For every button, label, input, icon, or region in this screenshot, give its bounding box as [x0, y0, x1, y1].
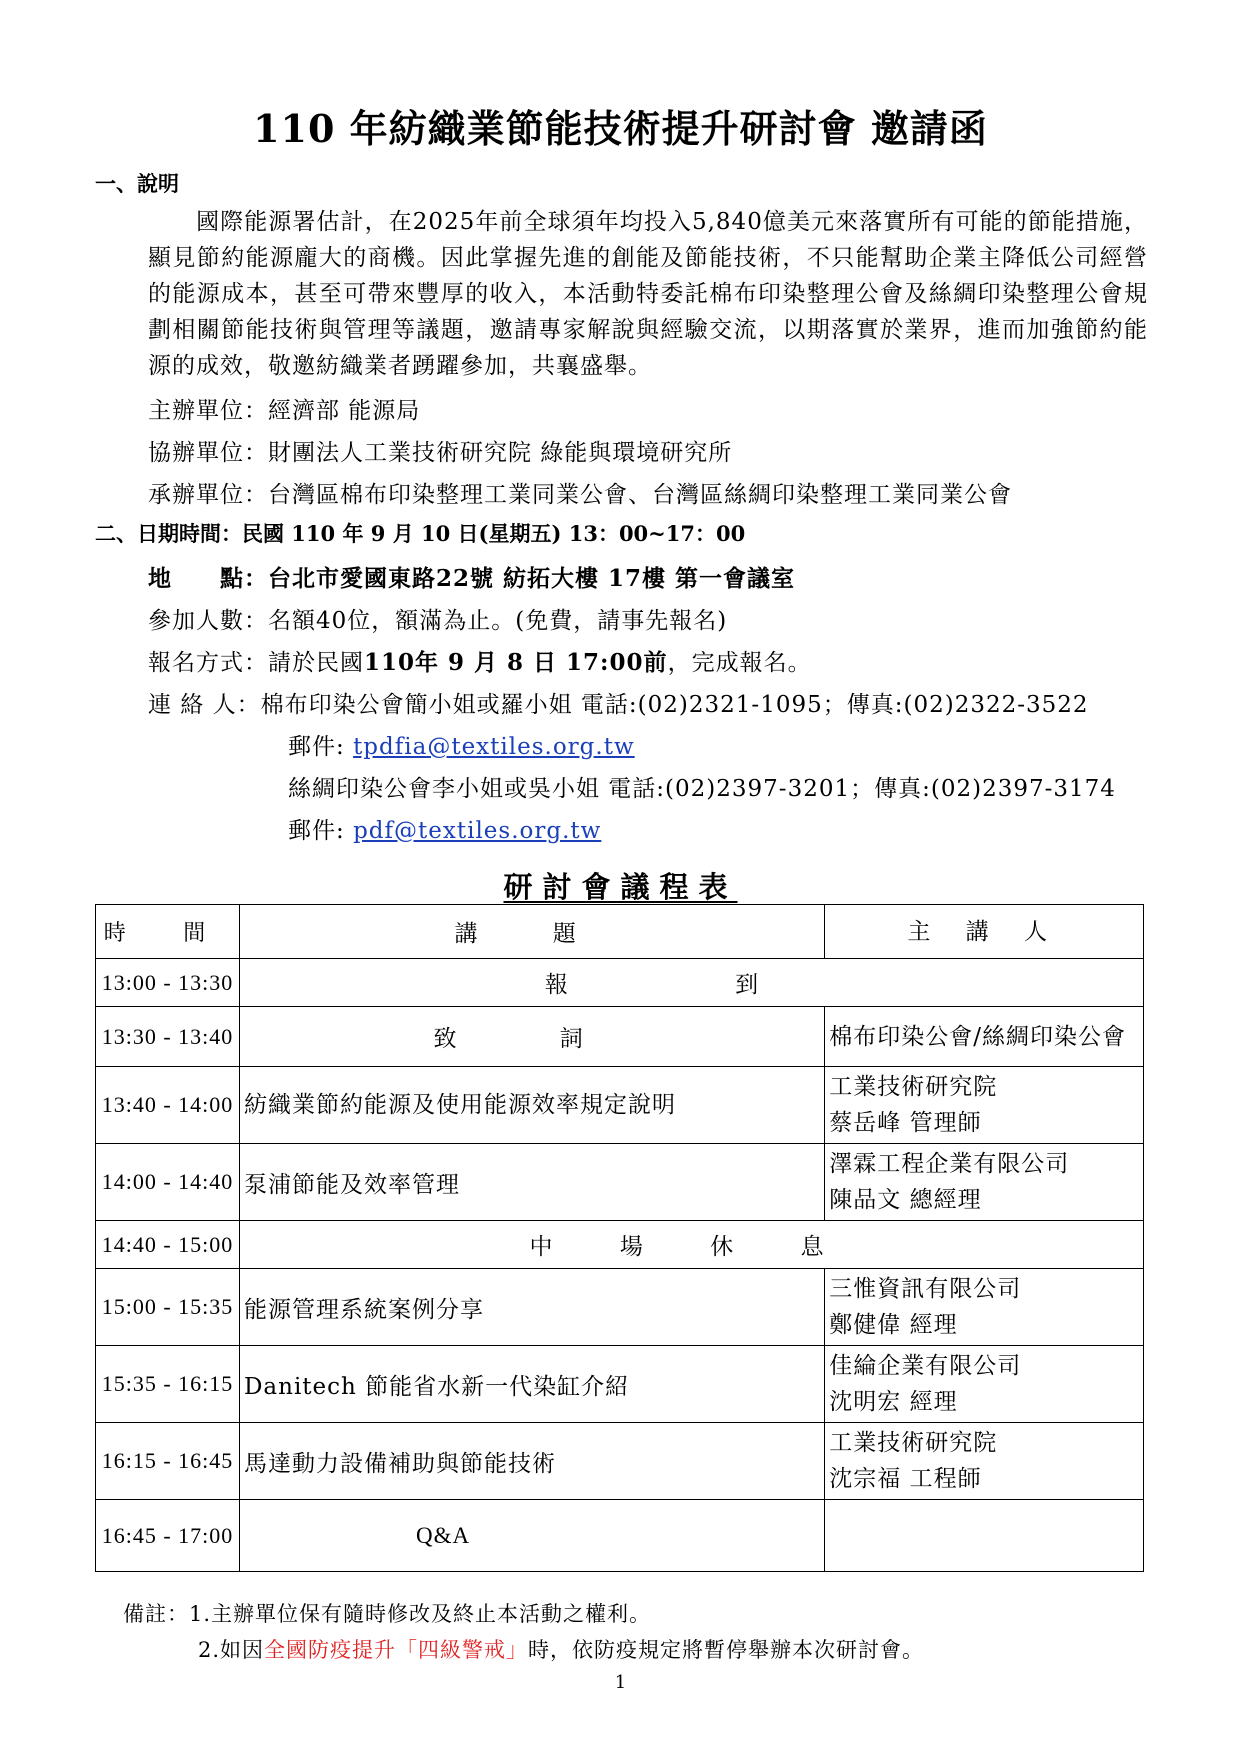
description-paragraph [148, 204, 1148, 384]
row-time: 16:45 - 17:00 [96, 1500, 240, 1572]
note-line-1 [123, 1598, 651, 1628]
row-topic: 報 到 [239, 959, 1143, 1007]
email-label-1: 郵件: [288, 734, 354, 760]
email-line-1 [288, 728, 635, 761]
row-time: 15:35 - 16:15 [96, 1346, 240, 1423]
row-topic: 致 詞 [239, 1007, 824, 1067]
row-speaker-empty [825, 1500, 1144, 1572]
organizer-line: 主辦單位：經濟部 能源局 [148, 398, 421, 424]
schedule-title: 研討會議程表 [503, 870, 738, 904]
email-link-2[interactable]: pdf@textiles.org.tw [353, 818, 602, 844]
location-label: 地 點： [148, 565, 268, 592]
row-time: 14:00 - 14:40 [96, 1144, 240, 1221]
speaker-org: 澤霖工程企業有限公司 [829, 1151, 1070, 1177]
row-speaker [825, 1067, 1144, 1144]
speaker-org: 工業技術研究院 [829, 1074, 998, 1100]
row-speaker [825, 1144, 1144, 1221]
contact-label: 連 絡 人： [148, 692, 261, 718]
document-title: 110 年紡織業節能技術提升研討會 邀請函 [253, 106, 988, 151]
header-topic: 講 題 [239, 905, 824, 959]
table-row [96, 1221, 1144, 1269]
row-topic: 馬達動力設備補助與節能技術 [239, 1423, 824, 1500]
table-header-row [96, 905, 1144, 959]
row-time: 13:40 - 14:00 [96, 1067, 240, 1144]
co-organizer-line: 協辦單位：財團法人工業技術研究院 綠能與環境研究所 [148, 440, 733, 466]
row-speaker: 棉布印染公會/絲綢印染公會 [825, 1007, 1144, 1067]
table-row [96, 1423, 1144, 1500]
speaker-person: 鄭健偉 經理 [829, 1312, 958, 1338]
attendees-line: 參加人數：名額40位，額滿為止。(免費，請事先報名) [148, 608, 728, 634]
section-1-heading: 一、說明 [95, 171, 179, 196]
email-label-2: 郵件: [288, 818, 354, 844]
row-topic: 紡織業節約能源及使用能源效率規定說明 [239, 1067, 824, 1144]
speaker-org: 工業技術研究院 [829, 1430, 998, 1456]
registration-label: 報名方式：請於民國 [148, 650, 364, 676]
contact-1: 棉布印染公會簡小姐或羅小姐 電話:(02)2321-1095；傳真:(02)2322-3522 [260, 692, 1089, 718]
email-link-1[interactable]: tpdfia@textiles.org.tw [353, 734, 635, 760]
speaker-person: 蔡岳峰 管理師 [829, 1110, 982, 1136]
speaker-person: 陳品文 總經理 [829, 1187, 982, 1213]
executor-line: 承辦單位：台灣區棉布印染整理工業同業公會、台灣區絲綢印染整理工業同業公會 [148, 482, 1012, 508]
header-speaker: 主 講 人 [825, 905, 1144, 959]
row-speaker [825, 1346, 1144, 1423]
row-time: 16:15 - 16:45 [96, 1423, 240, 1500]
row-speaker [825, 1269, 1144, 1346]
contact-line-1 [148, 686, 1089, 719]
registration-line [148, 644, 812, 677]
registration-tail: ，完成報名。 [667, 650, 812, 676]
speaker-org: 佳綸企業有限公司 [829, 1353, 1022, 1379]
speaker-org: 三惟資訊有限公司 [829, 1276, 1022, 1302]
row-time: 15:00 - 15:35 [96, 1269, 240, 1346]
section-2-heading [95, 518, 745, 548]
note-line-2: 2.如因全國防疫提升「四級警戒」時，依防疫規定將暫停舉辦本次研討會。 [198, 1638, 925, 1662]
row-time: 14:40 - 15:00 [96, 1221, 240, 1269]
table-row [96, 959, 1144, 1007]
table-row [96, 1144, 1144, 1221]
description-text: 國際能源署估計，在2025年前全球須年均投入5,840億美元來落實所有可能的節能措施，顯見節約能源龐大的商機。因此掌握先進的創能及節能技術，不只能幫助企業主降低公司經營的能源成本，甚至可帶來豐厚的收入，本活動特委託棉布印染整理公會及絲綢印染整理公會規劃相關節能技術與管理等議題，邀請專家解說與經驗交流，以期落實於業界，進而加強節約能源的成效，敬邀紡織業者踴躍參加，共襄盛舉。 [148, 209, 1148, 379]
page-number: 1 [614, 1672, 627, 1693]
location-value: 台北市愛國東路22號 紡拓大樓 17樓 第一會議室 [268, 565, 796, 592]
datetime-label: 二、日期時間： [95, 521, 242, 546]
row-speaker [825, 1423, 1144, 1500]
table-row [96, 1500, 1144, 1572]
note-1: 1.主辦單位保有隨時修改及終止本活動之權利。 [189, 1602, 652, 1626]
row-topic: Danitech 節能省水新一代染缸介紹 [239, 1346, 824, 1423]
speaker-person: 沈宗福 工程師 [829, 1466, 982, 1492]
location-line [148, 560, 795, 593]
row-topic: 能源管理系統案例分享 [239, 1269, 824, 1346]
note-label: 備註： [123, 1602, 189, 1626]
table-row [96, 1007, 1144, 1067]
row-topic: 中 場 休 息 [239, 1221, 1143, 1269]
speaker-person: 沈明宏 經理 [829, 1389, 958, 1415]
agenda-table [95, 904, 1144, 1572]
registration-deadline: 110年 9 月 8 日 17:00前 [364, 649, 668, 676]
row-topic: 泵浦節能及效率管理 [239, 1144, 824, 1221]
row-time: 13:30 - 13:40 [96, 1007, 240, 1067]
table-row [96, 1269, 1144, 1346]
table-row [96, 1067, 1144, 1144]
row-topic: Q&A [239, 1500, 824, 1572]
email-line-2 [288, 812, 601, 845]
row-time: 13:00 - 13:30 [96, 959, 240, 1007]
header-time: 時 間 [96, 905, 240, 959]
alert-text: 全國防疫提升「四級警戒」 [264, 1638, 529, 1662]
event-datetime: 民國 110 年 9 月 10 日(星期五) 13：00~17：00 [242, 521, 746, 546]
contact-line-2: 絲綢印染公會李小姐或吳小姐 電話:(02)2397-3201；傳真:(02)2397-3174 [288, 776, 1116, 802]
table-row [96, 1346, 1144, 1423]
